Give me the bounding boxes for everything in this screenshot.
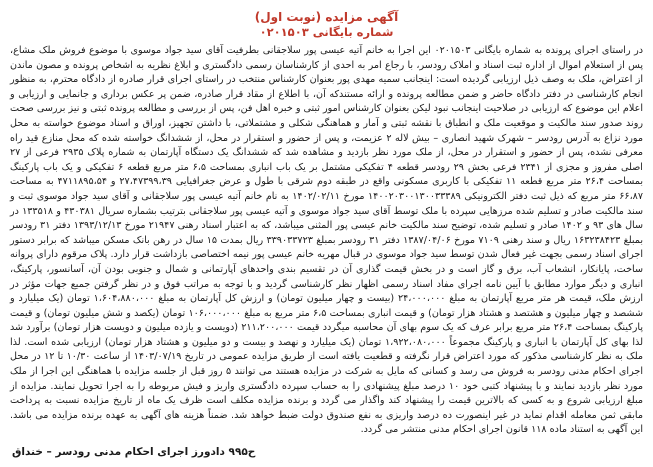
notice-subtitle: شماره بایگانی ۰۲۰۱۵۰۳	[259, 25, 394, 39]
notice-title: آگهی مزایده (نوبت اول)	[254, 10, 399, 24]
notice-signature: ح۹۹۵ دادورز اجرای احکام مدنی رودسر – خنداق	[12, 446, 256, 458]
notice-header	[8, 10, 645, 40]
notice-body: در راستای اجرای پرونده به شماره بایگانی ۰۲۰۱۵۰۳ این اجرا به خانم آتیه عیسی پور سلاجقانی بطرفیت آقای سید جواد موسوی با موضوع فروش ملک مشاع، پس از استعلام اموال از اداره ثبت اسناد و املاک رودسر، با رجاع امر به احدی از کارشناسان رسمی دادگستری و ابلاغ نظریه به اشخاص پرونده و مصون ماندن از اعتراض، ملک به وصف ذیل ارزیابی گردیده است: اینجانب سمیه مهدی پور بعنوان کارشناس منتخب در راستای اجرای قرار صادره از دادگاه محترم، به منظور انجام کارشناسی در دفتر دادگاه حاضر و ضمن مطالعه پرونده و ارائه مستندکه آن، با اطلاع از مقاد قرار صادره، ضمن پر عکس برداری و جانمایی و ارزیابی و اعلام این موضوع که ارزیابی در صلاحیت اینجانب نبود لیکن بعنوان کارشناس امور ثبتی و خبره اهل فن، پس از بررسی و مطالعه پرونده ثبتی و نیز بررسی صحت روند صدور سند مالکیت و موقعیت ملک و انطباق با نقشه ثبتی و آمار و هماهنگی شکلی و مشتملاتی، با داشتن تجهیز، اوراق و اسناد موضوع خواسته به محل مورد نزاع به آدرس رودسر – شهرک شهید انصاری – بیش لاله ۲ عزیمت، و پس از حضور و استقرار در محل، از ششدانگ خواسته شده که محل منازع قید راه معرفی نشده، پس از حضور و استقرار در محل، از ملک مورد نظر بازدید و مشاهده شد که ششدانگ یک دستگاه آپارتمان به شماره پلاک ۲۹۳۵ فرعی از ۲۷ اصلی مفروز و مجزی از ۲۳۴۱ فرعی بخش ۲۹ رودسر قطعه ۴ تفکیکی مشتمل بر یک باب انباری بمساحت ۶،۵ متر مربع قطعه ۶ تفکیکی و یک باب پارکینگ بمساحت ۲۶،۴ متر مربع قطعه ۱۱ تفکیکی با کاربری مسکونی واقع در طبقه دوم شرقی با طول و عرض جغرافیایی ۲۷،۴۷۳۹۹،۳۹ و ۴۷۱۱۸۹۵،۵۴ به مساحت ۶۶،۸۷ متر مربع که ذیل ثبت دفتر الکترونیکی ۱۴۰۰۲۰۳۰۰۱۳۰۰۳۳۳۸۹ مورخ ۱۴۰۲/۰۲/۱۱ به نام خانم آتیه عیسی پور سلاجقانی و آقای سید جواد موسوی ثبت و سند مالکیت صادر و تسلیم شده مرزهایی سپرده با ملک توسط آقای سید جواد موسوی و آتیه عیسی پور سلاجقانی بترتیب بشماره سریال ۴۳۰۳۸۱ و ۱۳۳۵۱۸ در سال های ۹۳ و ۱۴۰۲ صادر و تسلیم شده، توضیح سند مالکیت خانم عیسی پور المثنی میباشد، که به اعتبار اسناد رهنی ۲۱۹۴۷ مورخ ۱۳۹۳/۱۲/۱۳ دفتر ۳۱ رودسر بمبلغ ۱۶۳۲۳۸۴۲۳ ریال و سند رهنی ۷۱۰۹ مورخ ۱۳۸۷/۰۴/۰۶ دفتر ۳۱ رودسر بمبلغ ۳۳۹۰۳۳۷۲۳ ریال بمدت ۱۵ سال در رهن بانک مسکن میباشد که برابر دستور اجرای اسناد رسمی بجهت غیر فعال شدن توسط سید جواد موسوی در قبال مهریه خانم عیسی پور نیمه اختصاصی بازداشت قرار دارد. پلاک مرقوم دارای پروانه ساخت، پایانکار، انشعاب آب، برق و گاز است و در بخش قیمت گذاری آن در تقسیم بندی واحدهای آپارتمانی و شمال و جنوبی بودن آن، آسانسور، پارکینگ، انباری و دیگر موارد مطابق با آیین نامه اجرای مفاد اسناد رسمی اظهار نظر کارشناسی گردید و با توجه به مراتب فوق و در نظر گرفتن جمیع جهات مؤثر در ارزش ملک، قیمت هر متر مربع آپارتمان به مبلغ ۲۴،۰۰۰،۰۰۰ (بیست و چهار میلیون تومان) و ارزش کل آپارتمان به مبلغ ۱،۶۰۴،۸۸۰،۰۰۰ تومان (یک میلیارد و ششصد و چهار میلیون و هشتصد و هشتاد هزار تومان) و قیمت انباری بمساحت ۶،۵ متر مربع به مبلغ ۱۰۶،۰۰۰،۰۰۰ تومان (یکصد و شش میلیون تومان) و قیمت پارکینگ بمساحت ۲۶،۴ متر مربع برابر عرف که یک سوم بهای آن محاسبه میگردد قیمت ۲۱۱،۲۰۰،۰۰۰ (دویست و یازده میلیون و دویست هزار تومان) برآورد شد لذا بهای کل آپارتمان با انباری و پارکینگ مجموعاً ۱،۹۲۲،۰۸۰،۰۰۰ تومان (یک میلیارد و نهصد و بیست و دو میلیون و هشتاد هزار تومان) ارزیابی شده است. لذا ملک به نظر کارشناسی مذکور که مورد اعتراض قرار نگرفته و قطعیت یافته است از طریق مزایده عمومی در تاریخ ۱۴۰۳/۰۷/۱۹ از ساعت ۱۰/۳۰ تا ۱۲ در محل اجرای احکام مدنی رودسر به فروش می رسد و کسانی که مایل به شرکت در مزایده هستند می توانند ۵ روز قبل از جلسه مزایده با هماهنگی این اجرا از ملک مورد نظر بازدید نمایند و با پیشنهاد کتبی خود ۱۰ درصد مبلغ پیشنهادی را به حساب سپرده دادگستری واریز و فیش مربوطه را به اجرا تحویل نمایند. مزایده از مبلغ ارزیابی شروع و به کسی که بالاترین قیمت را پیشنهاد کند واگذار می گردد و برنده مزایده مکلف است ظرف یک ماه از تاریخ مزایده نسبت به پرداخت مابقی ثمن معامله اقدام نماید در غیر اینصورت ده درصد واریزی به نفع صندوق دولت ضبط خواهد شد. ضمناً هزینه های آگهی به عهده برنده مزایده می باشد. این آگهی به استناد ماده ۱۱۸ قانون اجرای احکام مدنی منتشر می گردد.	[10, 45, 644, 436]
